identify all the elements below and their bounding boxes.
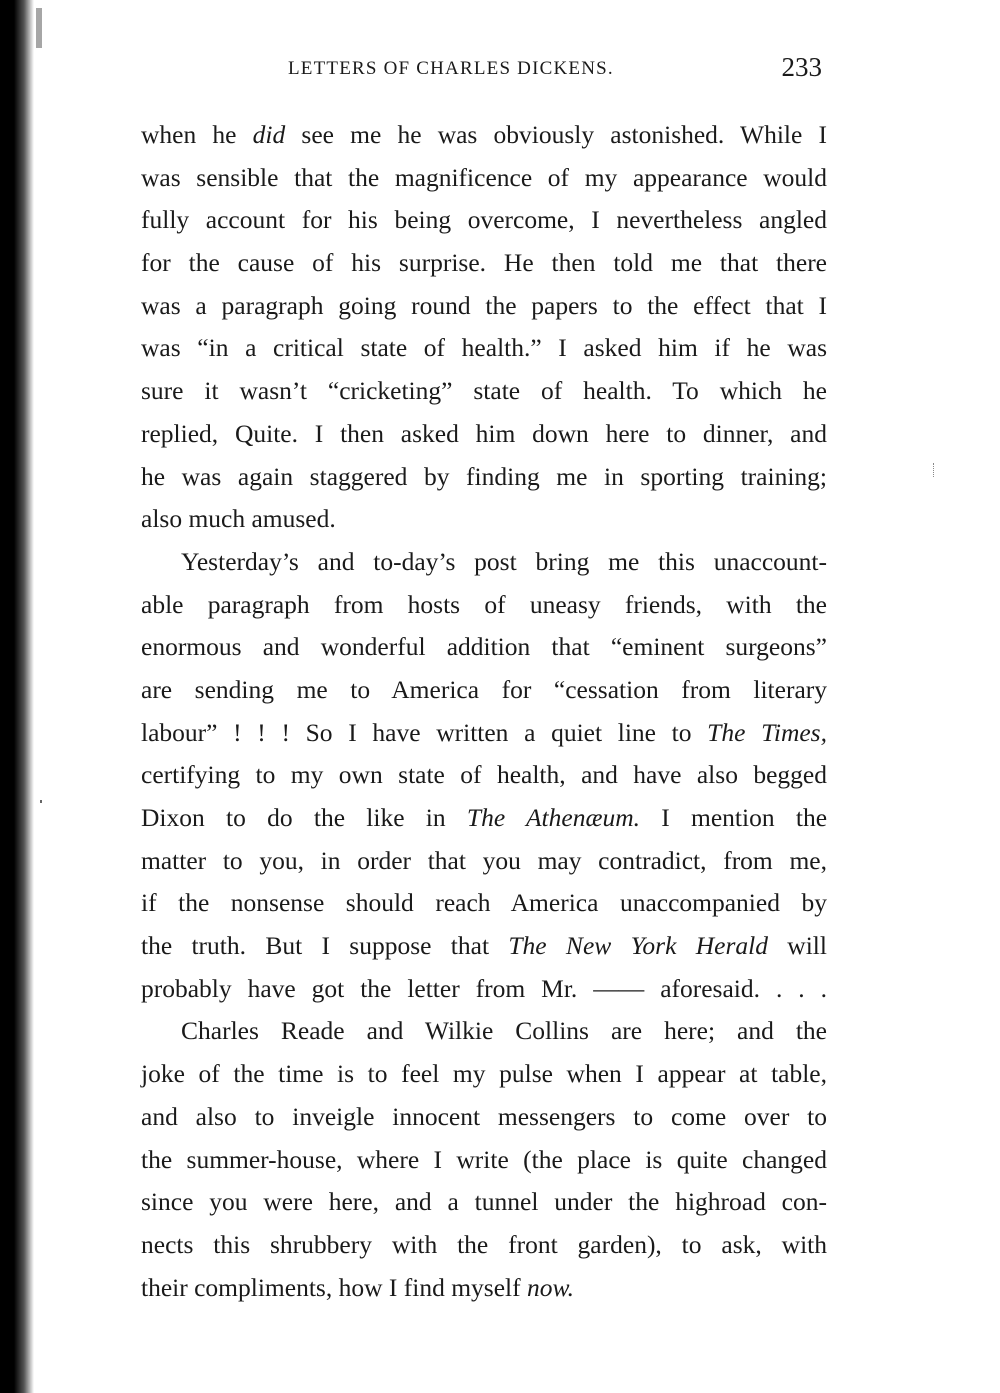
text-segment: joke of the time is to feel my pulse when I appear at table, [141,1059,827,1089]
text-segment: also much amused. [141,504,336,534]
text-segment: when he [141,120,253,149]
text-line [141,413,827,456]
text-line [141,114,827,157]
text-segment: able paragraph from hosts of uneasy friends, with the [141,589,827,619]
binding-speck [40,800,42,803]
text-line [141,626,827,669]
text-line [141,199,827,242]
text-line [141,285,827,328]
text-line [141,456,827,499]
text-segment: I mention the [640,803,828,832]
text-line [141,327,827,370]
italic-text: The Times, [707,717,827,747]
text-segment: Yesterday’s and to-day’s post bring me this unaccount- [181,546,827,576]
text-line [141,840,827,883]
running-head: LETTERS OF CHARLES DICKENS. [288,58,614,79]
text-segment: sure it wasn’t “cricketing” state of health. To which he [141,376,827,406]
margin-mark [933,463,936,477]
text-segment: was “in a critical state of health.” I asked him if he was [141,333,827,363]
text-segment: will [767,931,827,961]
text-segment: nects this shrubbery with the front garden), to ask, with [141,1229,827,1259]
italic-text: The New York Herald [508,931,768,961]
text-segment: probably have got the letter from Mr. —— aforesaid. . . . [141,973,827,1003]
text-line [141,1096,827,1139]
text-segment: Charles Reade and Wilkie Collins are here; and the [181,1016,827,1046]
text-segment: Dixon to do the like in [141,803,467,832]
text-line [141,882,827,925]
text-line [141,925,827,968]
text-line [141,712,827,755]
text-segment: and also to inveigle innocent messengers to come over to [141,1101,827,1131]
binding-shadow [0,0,34,1393]
text-line [141,1267,827,1310]
text-line [141,242,827,285]
text-segment: if the nonsense should reach America unaccompanied by [141,888,827,918]
text-line [141,669,827,712]
italic-text: now. [526,1272,574,1302]
page-number: 233 [781,52,822,82]
text-line [141,541,827,584]
text-segment: was sensible that the magnificence of my appearance would [141,162,827,192]
text-line [141,1139,827,1182]
text-line [141,157,827,200]
letter-body [141,114,827,1309]
text-segment: the truth. But I suppose that [141,931,509,961]
text-line [141,584,827,627]
text-line [141,370,827,413]
text-segment: since you were here, and a tunnel under the highroad con- [141,1187,827,1217]
text-line [141,1010,827,1053]
text-line [141,754,827,797]
italic-text: The Athenæum. [466,803,640,832]
text-segment: labour” ! ! ! So I have written a quiet line to [141,717,708,747]
text-segment: replied, Quite. I then asked him down here to dinner, and [141,418,827,448]
text-line [141,498,827,541]
text-segment: the summer-house, where I write (the place is quite changed [141,1144,827,1174]
text-segment: he was again staggered by finding me in sporting training; [141,461,827,491]
text-line [141,797,827,840]
text-segment: fully account for his being overcome, I nevertheless angled [141,205,827,235]
text-segment: are sending me to America for “cessation from literary [141,674,827,704]
text-segment: see me he was obviously astonished. While I [285,120,827,149]
binding-speck [36,8,42,48]
text-segment: enormous and wonderful addition that “eminent surgeons” [141,632,827,662]
text-segment: certifying to my own state of health, and have also begged [141,760,827,790]
text-line [141,1224,827,1267]
text-line [141,968,827,1011]
italic-text: did [252,120,286,149]
text-segment: was a paragraph going round the papers to the effect that I [141,290,827,320]
text-segment: matter to you, in order that you may contradict, from me, [141,845,827,875]
page-header [140,50,828,90]
text-line [141,1181,827,1224]
text-line [141,1053,827,1096]
text-segment: their compliments, how I find myself [141,1272,527,1302]
text-segment: for the cause of his surprise. He then told me that there [141,248,827,278]
